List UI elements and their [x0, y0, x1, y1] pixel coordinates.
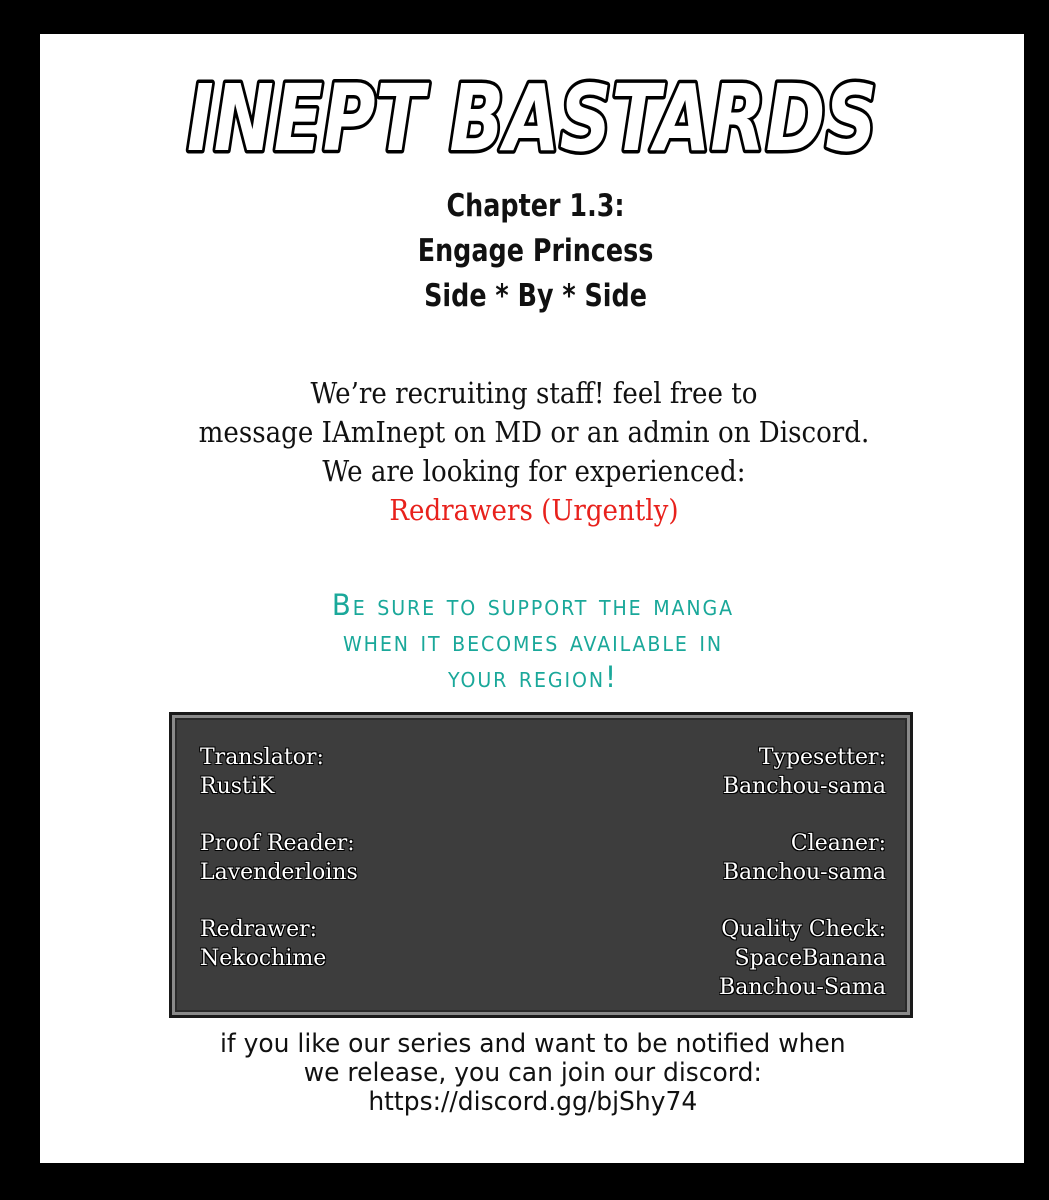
credit-role: Redrawer:: [200, 917, 318, 942]
chapter-title: [132, 184, 939, 319]
credit-cleaner: [719, 829, 886, 887]
chapter-title-line: Engage Princess: [417, 233, 654, 269]
chapter-subtitle-line: Side * By * Side: [424, 278, 647, 314]
credit-typesetter: [719, 743, 886, 801]
group-logo-graphic: [172, 62, 892, 172]
credit-redrawer: [200, 915, 358, 973]
recruitment-notice: [91, 374, 977, 530]
credit-role: Cleaner:: [790, 831, 886, 856]
support-line: when it becomes available in: [342, 624, 724, 658]
credit-name: Banchou-sama: [722, 774, 886, 799]
recruitment-urgent-role: Redrawers (Urgently): [389, 493, 679, 527]
support-notice: [66, 587, 1001, 695]
credit-name: Lavenderloins: [200, 860, 358, 885]
credit-role: Translator:: [200, 745, 324, 770]
discord-invite-notice: [60, 1030, 1005, 1117]
credit-role: Quality Check:: [721, 917, 886, 942]
discord-line: we release, you can join our discord:: [303, 1058, 762, 1088]
credit-name: Banchou-Sama: [719, 975, 886, 1000]
recruitment-line: We are looking for experienced:: [322, 454, 746, 488]
credits-right-column: [719, 743, 886, 1030]
chapter-number: Chapter 1.3:: [446, 188, 625, 224]
credit-proof-reader: [200, 829, 358, 887]
support-line: Be sure to support the manga: [331, 588, 735, 622]
credit-translator: [200, 743, 358, 801]
recruitment-line: message IAmInept on MD or an admin on Discord.: [198, 415, 870, 449]
credit-role: Proof Reader:: [200, 831, 355, 856]
discord-invite-link[interactable]: https://discord.gg/bjShy74: [368, 1087, 698, 1117]
support-line: your region!: [448, 660, 618, 694]
credit-name: SpaceBanana: [734, 946, 886, 971]
credit-quality-check: [719, 915, 886, 1002]
group-logo-text: INEPT BASTARDS: [187, 65, 877, 172]
credit-name: Nekochime: [200, 946, 327, 971]
discord-line: if you like our series and want to be notified when: [219, 1029, 846, 1059]
credit-name: RustiK: [200, 774, 275, 799]
recruitment-line: We’re recruiting staff! feel free to: [310, 376, 758, 410]
group-logo: [40, 62, 1024, 172]
credit-role: Typesetter:: [758, 745, 886, 770]
credits-left-column: [200, 743, 358, 1001]
credit-name: Banchou-sama: [722, 860, 886, 885]
credits-page-panel: [40, 34, 1024, 1163]
staff-credits-box: [169, 712, 913, 1018]
